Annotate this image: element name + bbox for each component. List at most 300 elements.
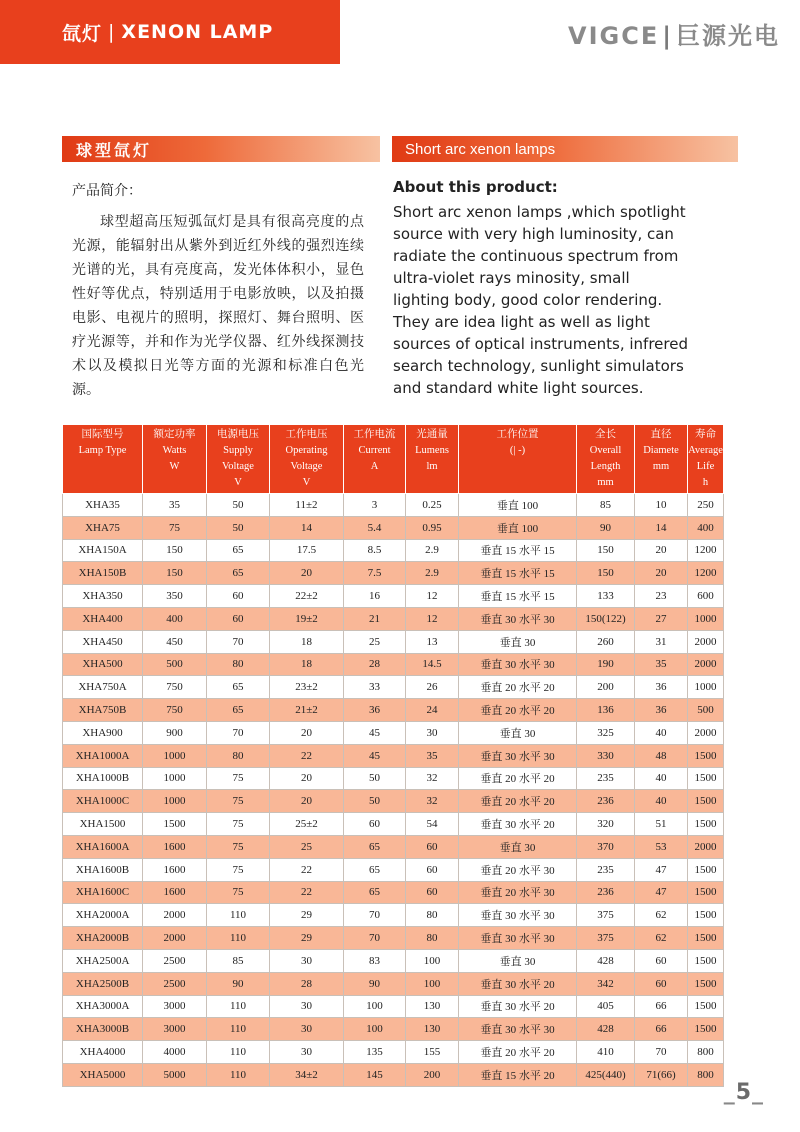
table-cell: 130 bbox=[406, 995, 459, 1018]
table-cell: 28 bbox=[270, 972, 344, 995]
table-cell: 62 bbox=[635, 904, 688, 927]
table-cell: 85 bbox=[577, 494, 635, 517]
table-cell: 400 bbox=[143, 607, 207, 630]
table-cell: 35 bbox=[406, 744, 459, 767]
table-cell: 80 bbox=[207, 744, 270, 767]
table-cell: 33 bbox=[344, 676, 406, 699]
table-cell: XHA1600A bbox=[63, 835, 143, 858]
brand-bar: | bbox=[662, 22, 673, 50]
table-cell: 1500 bbox=[688, 972, 724, 995]
table-cell: 1000 bbox=[143, 767, 207, 790]
table-cell: 236 bbox=[577, 881, 635, 904]
table-cell: 200 bbox=[577, 676, 635, 699]
table-cell: XHA900 bbox=[63, 721, 143, 744]
header-length: 全长 Overall Length mm bbox=[577, 425, 635, 494]
table-cell: 18 bbox=[270, 653, 344, 676]
table-cell: 110 bbox=[207, 995, 270, 1018]
table-cell: 70 bbox=[207, 721, 270, 744]
table-cell: 54 bbox=[406, 813, 459, 836]
table-cell: XHA2500A bbox=[63, 949, 143, 972]
table-cell: 1000 bbox=[143, 744, 207, 767]
table-cell: XHA450 bbox=[63, 630, 143, 653]
table-cell: 0.95 bbox=[406, 516, 459, 539]
header-separator: | bbox=[108, 21, 116, 43]
table-cell: 28 bbox=[344, 653, 406, 676]
table-cell: 1000 bbox=[143, 790, 207, 813]
table-cell: 1500 bbox=[688, 949, 724, 972]
table-row bbox=[63, 1041, 724, 1064]
brand-cn: 巨源光电 bbox=[676, 22, 780, 50]
table-cell: 20 bbox=[270, 721, 344, 744]
table-cell: 32 bbox=[406, 790, 459, 813]
lamp-spec-table bbox=[62, 424, 724, 1087]
brand-logo bbox=[568, 16, 780, 51]
table-cell: 13 bbox=[406, 630, 459, 653]
table-cell: XHA1600B bbox=[63, 858, 143, 881]
table-cell: 500 bbox=[688, 699, 724, 722]
table-cell: 2000 bbox=[688, 653, 724, 676]
table-cell: 19±2 bbox=[270, 607, 344, 630]
table-cell: XHA1600C bbox=[63, 881, 143, 904]
table-cell: 垂直 30 水平 30 bbox=[459, 744, 577, 767]
table-cell: 垂直 30 bbox=[459, 949, 577, 972]
table-cell: 2000 bbox=[143, 927, 207, 950]
table-row bbox=[63, 699, 724, 722]
table-cell: 60 bbox=[406, 858, 459, 881]
table-cell: 26 bbox=[406, 676, 459, 699]
table-cell: 150 bbox=[577, 562, 635, 585]
table-cell: 50 bbox=[207, 494, 270, 517]
table-cell: 130 bbox=[406, 1018, 459, 1041]
table-row bbox=[63, 607, 724, 630]
table-cell: 1500 bbox=[688, 881, 724, 904]
table-cell: 110 bbox=[207, 1063, 270, 1086]
header-position: 工作位置 (| -) bbox=[459, 425, 577, 494]
table-cell: 65 bbox=[344, 858, 406, 881]
table-cell: 1500 bbox=[688, 995, 724, 1018]
table-cell: 100 bbox=[344, 995, 406, 1018]
table-cell: 85 bbox=[207, 949, 270, 972]
table-cell: 垂直 20 水平 20 bbox=[459, 1041, 577, 1064]
table-header bbox=[63, 425, 724, 494]
table-cell: 150 bbox=[577, 539, 635, 562]
table-cell: 7.5 bbox=[344, 562, 406, 585]
table-cell: 垂直 30 水平 30 bbox=[459, 927, 577, 950]
table-cell: 236 bbox=[577, 790, 635, 813]
table-cell: 136 bbox=[577, 699, 635, 722]
table-cell: 250 bbox=[688, 494, 724, 517]
table-cell: 垂直 20 水平 30 bbox=[459, 881, 577, 904]
table-cell: 30 bbox=[270, 995, 344, 1018]
table-cell: 65 bbox=[207, 676, 270, 699]
table-cell: 75 bbox=[207, 767, 270, 790]
table-cell: 2000 bbox=[143, 904, 207, 927]
table-cell: 1500 bbox=[688, 858, 724, 881]
table-cell: 垂直 100 bbox=[459, 516, 577, 539]
header-operating-voltage: 工作电压 Operating Voltage V bbox=[270, 425, 344, 494]
table-cell: 40 bbox=[635, 721, 688, 744]
table-cell: 8.5 bbox=[344, 539, 406, 562]
table-cell: 450 bbox=[143, 630, 207, 653]
table-cell: 34±2 bbox=[270, 1063, 344, 1086]
table-cell: 1600 bbox=[143, 858, 207, 881]
table-cell: 21±2 bbox=[270, 699, 344, 722]
table-cell: 145 bbox=[344, 1063, 406, 1086]
table-row bbox=[63, 995, 724, 1018]
table-cell: 垂直 30 水平 20 bbox=[459, 813, 577, 836]
table-row bbox=[63, 630, 724, 653]
table-cell: XHA3000A bbox=[63, 995, 143, 1018]
table-cell: 66 bbox=[635, 1018, 688, 1041]
table-cell: 垂直 30 bbox=[459, 630, 577, 653]
table-cell: 2.9 bbox=[406, 539, 459, 562]
table-cell: 428 bbox=[577, 1018, 635, 1041]
brand-en: VIGCE bbox=[568, 22, 660, 50]
table-cell: 24 bbox=[406, 699, 459, 722]
table-cell: 1500 bbox=[688, 790, 724, 813]
table-cell: XHA3000B bbox=[63, 1018, 143, 1041]
en-intro-title: About this product: bbox=[393, 178, 558, 196]
table-cell: 62 bbox=[635, 927, 688, 950]
table-cell: 20 bbox=[270, 790, 344, 813]
table-cell: 23 bbox=[635, 585, 688, 608]
table-cell: 325 bbox=[577, 721, 635, 744]
table-cell: 60 bbox=[635, 949, 688, 972]
table-cell: 36 bbox=[635, 676, 688, 699]
table-cell: 60 bbox=[406, 881, 459, 904]
table-cell: 27 bbox=[635, 607, 688, 630]
table-row bbox=[63, 927, 724, 950]
table-row bbox=[63, 972, 724, 995]
table-cell: 65 bbox=[207, 539, 270, 562]
table-cell: 342 bbox=[577, 972, 635, 995]
table-cell: 29 bbox=[270, 927, 344, 950]
table-cell: 32 bbox=[406, 767, 459, 790]
table-cell: 100 bbox=[406, 972, 459, 995]
table-cell: 25 bbox=[344, 630, 406, 653]
table-cell: 200 bbox=[406, 1063, 459, 1086]
table-cell: XHA5000 bbox=[63, 1063, 143, 1086]
table-cell: 40 bbox=[635, 767, 688, 790]
table-cell: 320 bbox=[577, 813, 635, 836]
table-cell: 23±2 bbox=[270, 676, 344, 699]
table-cell: 1500 bbox=[688, 813, 724, 836]
table-cell: 1500 bbox=[688, 927, 724, 950]
table-cell: 133 bbox=[577, 585, 635, 608]
table-cell: 垂直 15 水平 15 bbox=[459, 562, 577, 585]
table-cell: 375 bbox=[577, 904, 635, 927]
table-cell: 1000 bbox=[688, 607, 724, 630]
table-cell: 36 bbox=[635, 699, 688, 722]
table-cell: 900 bbox=[143, 721, 207, 744]
table-cell: 16 bbox=[344, 585, 406, 608]
table-header-row bbox=[63, 425, 724, 494]
table-cell: XHA2500B bbox=[63, 972, 143, 995]
table-cell: 1500 bbox=[143, 813, 207, 836]
table-cell: XHA400 bbox=[63, 607, 143, 630]
table-row bbox=[63, 858, 724, 881]
page-number: _5_ bbox=[723, 1080, 764, 1105]
table-cell: 30 bbox=[406, 721, 459, 744]
table-cell: 1600 bbox=[143, 881, 207, 904]
table-cell: 66 bbox=[635, 995, 688, 1018]
table-cell: 12 bbox=[406, 585, 459, 608]
table-cell: 65 bbox=[207, 562, 270, 585]
table-cell: 47 bbox=[635, 858, 688, 881]
table-cell: 110 bbox=[207, 927, 270, 950]
table-cell: 2500 bbox=[143, 949, 207, 972]
table-cell: 1200 bbox=[688, 539, 724, 562]
table-cell: 410 bbox=[577, 1041, 635, 1064]
table-cell: 135 bbox=[344, 1041, 406, 1064]
table-row bbox=[63, 585, 724, 608]
table-row bbox=[63, 790, 724, 813]
table-cell: 垂直 30 水平 20 bbox=[459, 995, 577, 1018]
table-cell: 70 bbox=[207, 630, 270, 653]
table-cell: 2000 bbox=[688, 835, 724, 858]
table-cell: 235 bbox=[577, 767, 635, 790]
table-cell: 75 bbox=[207, 858, 270, 881]
table-cell: 50 bbox=[344, 790, 406, 813]
table-cell: XHA1500 bbox=[63, 813, 143, 836]
table-cell: XHA500 bbox=[63, 653, 143, 676]
header-life: 寿命 Average Life h bbox=[688, 425, 724, 494]
table-cell: 50 bbox=[207, 516, 270, 539]
table-row bbox=[63, 494, 724, 517]
table-cell: 150(122) bbox=[577, 607, 635, 630]
table-row bbox=[63, 1063, 724, 1086]
table-cell: 370 bbox=[577, 835, 635, 858]
table-cell: 14 bbox=[270, 516, 344, 539]
table-cell: 14 bbox=[635, 516, 688, 539]
table-cell: XHA350 bbox=[63, 585, 143, 608]
table-cell: 65 bbox=[344, 881, 406, 904]
cn-intro-body: 球型超高压短弧氙灯是具有很高亮度的点光源，能辐射出从紫外到近红外线的强烈连续光谱的光，具有亮度高，发光体体积小，显色性好等优点，特别适用于电影放映，以及拍摄电影、电视片的照明，探照灯、舞台照明、医疗光源等，并和作为光学仪器、红外线探测技术以及模拟日光等方面的光源和标准白色光源。 bbox=[72, 214, 364, 398]
table-cell: 150 bbox=[143, 562, 207, 585]
table-cell: 10 bbox=[635, 494, 688, 517]
table-cell: 2000 bbox=[688, 630, 724, 653]
table-cell: 35 bbox=[635, 653, 688, 676]
table-cell: 垂直 30 水平 20 bbox=[459, 972, 577, 995]
table-cell: 25±2 bbox=[270, 813, 344, 836]
table-cell: 750 bbox=[143, 676, 207, 699]
table-cell: 4000 bbox=[143, 1041, 207, 1064]
table-cell: 30 bbox=[270, 1041, 344, 1064]
table-row bbox=[63, 813, 724, 836]
table-cell: 3 bbox=[344, 494, 406, 517]
table-cell: XHA2000A bbox=[63, 904, 143, 927]
table-cell: 22 bbox=[270, 858, 344, 881]
table-cell: 260 bbox=[577, 630, 635, 653]
table-row bbox=[63, 539, 724, 562]
table-cell: 31 bbox=[635, 630, 688, 653]
table-cell: 70 bbox=[635, 1041, 688, 1064]
header-current: 工作电流 Current A bbox=[344, 425, 406, 494]
table-cell: XHA2000B bbox=[63, 927, 143, 950]
table-cell: 30 bbox=[270, 949, 344, 972]
table-cell: 垂直 20 水平 20 bbox=[459, 699, 577, 722]
table-cell: 750 bbox=[143, 699, 207, 722]
table-cell: 垂直 15 水平 15 bbox=[459, 539, 577, 562]
table-cell: 71(66) bbox=[635, 1063, 688, 1086]
header-cn-title: 氙灯 bbox=[62, 22, 103, 45]
table-cell: XHA150A bbox=[63, 539, 143, 562]
table-cell: 80 bbox=[406, 904, 459, 927]
section-heading-cn: 球型氙灯 bbox=[62, 136, 380, 162]
table-row bbox=[63, 516, 724, 539]
table-cell: 30 bbox=[270, 1018, 344, 1041]
table-cell: 垂直 100 bbox=[459, 494, 577, 517]
table-cell: 48 bbox=[635, 744, 688, 767]
table-cell: XHA1000C bbox=[63, 790, 143, 813]
table-cell: 51 bbox=[635, 813, 688, 836]
table-cell: 垂直 20 水平 30 bbox=[459, 858, 577, 881]
table-cell: 65 bbox=[207, 699, 270, 722]
table-cell: 22 bbox=[270, 881, 344, 904]
table-cell: 90 bbox=[344, 972, 406, 995]
table-cell: 235 bbox=[577, 858, 635, 881]
table-cell: 155 bbox=[406, 1041, 459, 1064]
table-row bbox=[63, 904, 724, 927]
table-row bbox=[63, 835, 724, 858]
table-cell: 83 bbox=[344, 949, 406, 972]
table-cell: 垂直 20 水平 20 bbox=[459, 676, 577, 699]
table-cell: 2000 bbox=[688, 721, 724, 744]
table-cell: 47 bbox=[635, 881, 688, 904]
table-cell: 90 bbox=[207, 972, 270, 995]
header-watts: 额定功率 Watts W bbox=[143, 425, 207, 494]
table-cell: 21 bbox=[344, 607, 406, 630]
table-cell: 14.5 bbox=[406, 653, 459, 676]
table-cell: 3000 bbox=[143, 1018, 207, 1041]
table-cell: 45 bbox=[344, 721, 406, 744]
table-cell: 1500 bbox=[688, 767, 724, 790]
table-cell: 75 bbox=[207, 790, 270, 813]
en-intro-body: Short arc xenon lamps ,which spotlight source with very high luminosity, can radiate the continuous spectrum from ultra-violet rays minosity, small lighting body, good color rendering. They are idea light as well as light sources of optical instruments, infrered search technology, sunlight simulators and standard white light sources. bbox=[393, 203, 688, 397]
table-cell: 18 bbox=[270, 630, 344, 653]
table-row bbox=[63, 721, 724, 744]
table-cell: 75 bbox=[207, 881, 270, 904]
table-cell: 36 bbox=[344, 699, 406, 722]
table-cell: 110 bbox=[207, 1041, 270, 1064]
table-cell: 垂直 30 水平 30 bbox=[459, 607, 577, 630]
table-cell: 25 bbox=[270, 835, 344, 858]
header-diameter: 直径 Diamete mm bbox=[635, 425, 688, 494]
table-cell: 60 bbox=[406, 835, 459, 858]
table-cell: 150 bbox=[143, 539, 207, 562]
table-cell: 22±2 bbox=[270, 585, 344, 608]
table-cell: 0.25 bbox=[406, 494, 459, 517]
table-cell: 60 bbox=[635, 972, 688, 995]
table-cell: 垂直 30 bbox=[459, 721, 577, 744]
table-cell: 5000 bbox=[143, 1063, 207, 1086]
table-cell: 3000 bbox=[143, 995, 207, 1018]
table-cell: 垂直 30 bbox=[459, 835, 577, 858]
table-cell: 60 bbox=[207, 607, 270, 630]
table-cell: 110 bbox=[207, 1018, 270, 1041]
table-row bbox=[63, 653, 724, 676]
table-cell: 428 bbox=[577, 949, 635, 972]
table-cell: 20 bbox=[635, 562, 688, 585]
header-supply-voltage: 电源电压 Supply Voltage V bbox=[207, 425, 270, 494]
table-cell: XHA750A bbox=[63, 676, 143, 699]
table-cell: 90 bbox=[577, 516, 635, 539]
table-cell: 60 bbox=[344, 813, 406, 836]
table-cell: 垂直 15 水平 20 bbox=[459, 1063, 577, 1086]
table-cell: 20 bbox=[270, 767, 344, 790]
table-cell: 20 bbox=[270, 562, 344, 585]
table-cell: 垂直 20 水平 20 bbox=[459, 767, 577, 790]
table-cell: 12 bbox=[406, 607, 459, 630]
table-cell: 1600 bbox=[143, 835, 207, 858]
table-cell: 800 bbox=[688, 1041, 724, 1064]
table-cell: 垂直 30 水平 30 bbox=[459, 904, 577, 927]
header-lumens: 光通量 Lumens lm bbox=[406, 425, 459, 494]
table-cell: 100 bbox=[344, 1018, 406, 1041]
table-row bbox=[63, 767, 724, 790]
table-cell: XHA150B bbox=[63, 562, 143, 585]
table-cell: 375 bbox=[577, 927, 635, 950]
table-cell: 17.5 bbox=[270, 539, 344, 562]
table-cell: 60 bbox=[207, 585, 270, 608]
section-heading-en: Short arc xenon lamps bbox=[392, 136, 738, 162]
table-cell: 75 bbox=[207, 813, 270, 836]
table-cell: 53 bbox=[635, 835, 688, 858]
table-cell: 2.9 bbox=[406, 562, 459, 585]
table-row bbox=[63, 1018, 724, 1041]
table-row bbox=[63, 949, 724, 972]
table-cell: 2500 bbox=[143, 972, 207, 995]
table-cell: XHA750B bbox=[63, 699, 143, 722]
table-cell: XHA75 bbox=[63, 516, 143, 539]
table-cell: XHA1000B bbox=[63, 767, 143, 790]
table-row bbox=[63, 881, 724, 904]
table-cell: 500 bbox=[143, 653, 207, 676]
table-cell: 70 bbox=[344, 927, 406, 950]
table-cell: 190 bbox=[577, 653, 635, 676]
table-cell: 垂直 30 水平 30 bbox=[459, 653, 577, 676]
table-row bbox=[63, 744, 724, 767]
table-cell: XHA35 bbox=[63, 494, 143, 517]
header-lamp-type: 国际型号 Lamp Type bbox=[63, 425, 143, 494]
header-banner bbox=[0, 0, 340, 64]
table-cell: 70 bbox=[344, 904, 406, 927]
table-cell: 425(440) bbox=[577, 1063, 635, 1086]
table-cell: 1500 bbox=[688, 904, 724, 927]
table-cell: 80 bbox=[207, 653, 270, 676]
table-row bbox=[63, 676, 724, 699]
table-cell: 1200 bbox=[688, 562, 724, 585]
table-cell: 垂直 15 水平 15 bbox=[459, 585, 577, 608]
table-cell: XHA1000A bbox=[63, 744, 143, 767]
table-cell: 800 bbox=[688, 1063, 724, 1086]
table-cell: 35 bbox=[143, 494, 207, 517]
table-cell: 75 bbox=[143, 516, 207, 539]
table-body bbox=[63, 494, 724, 1087]
table-cell: XHA4000 bbox=[63, 1041, 143, 1064]
table-cell: 330 bbox=[577, 744, 635, 767]
table-cell: 1000 bbox=[688, 676, 724, 699]
table-cell: 11±2 bbox=[270, 494, 344, 517]
header-en-title: XENON LAMP bbox=[121, 21, 274, 43]
table-cell: 75 bbox=[207, 835, 270, 858]
table-cell: 100 bbox=[406, 949, 459, 972]
table-cell: 600 bbox=[688, 585, 724, 608]
table-cell: 80 bbox=[406, 927, 459, 950]
cn-intro-title: 产品简介： bbox=[72, 183, 142, 199]
table-cell: 400 bbox=[688, 516, 724, 539]
table-cell: 40 bbox=[635, 790, 688, 813]
